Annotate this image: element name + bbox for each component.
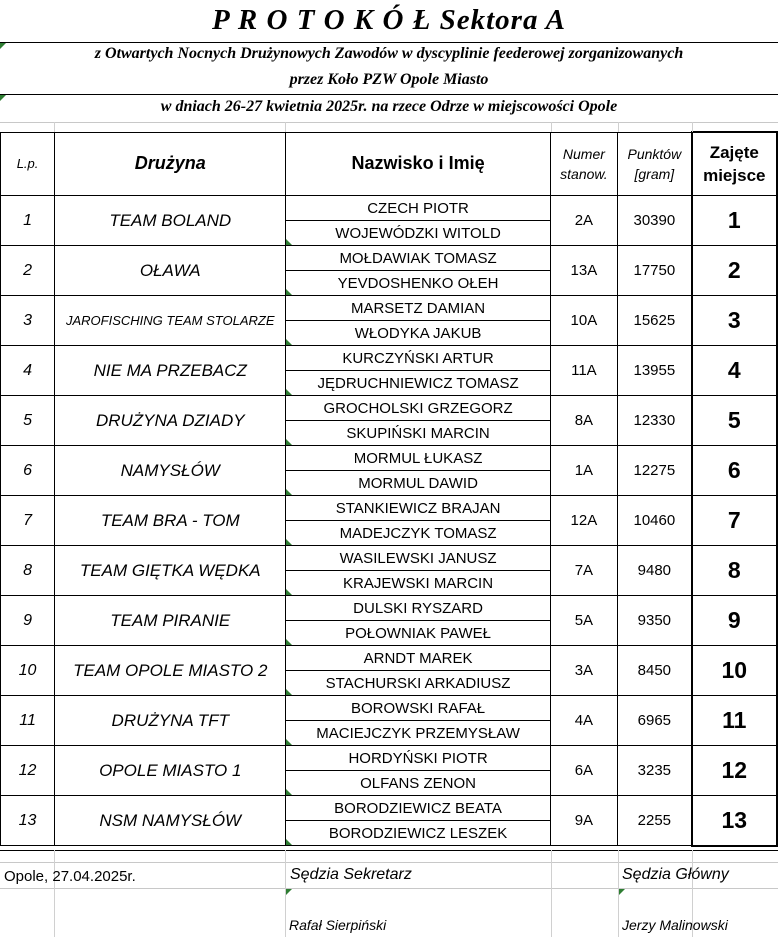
comment-marker-icon: [286, 689, 292, 695]
row-member: [286, 671, 550, 696]
row-member-text: POŁOWNIAK PAWEŁ: [345, 624, 491, 642]
row-place: 2: [692, 246, 777, 296]
row-team: NIE MA PRZEBACZ: [55, 346, 286, 396]
row-stanowisko: 4A: [550, 696, 617, 746]
row-member: ARNDT MAREK: [286, 646, 550, 671]
row-member: [286, 721, 550, 746]
row-points: 13955: [618, 346, 692, 396]
secretary-label: Sędzia Sekretarz: [290, 866, 412, 883]
comment-marker-icon: [286, 439, 292, 445]
row-member-text: SKUPIŃSKI MARCIN: [346, 424, 490, 442]
table-row: [1, 646, 778, 671]
row-team: TEAM GIĘTKA WĘDKA: [55, 546, 286, 596]
table-row: [1, 796, 778, 821]
row-lp: 3: [1, 296, 55, 346]
header-place-line1: Zajęte: [709, 143, 759, 162]
row-stanowisko: 7A: [550, 546, 617, 596]
comment-marker-icon: [286, 639, 292, 645]
row-member: [286, 771, 550, 796]
row-member: GROCHOLSKI GRZEGORZ: [286, 396, 550, 421]
row-team: TEAM PIRANIE: [55, 596, 286, 646]
table-row: [1, 446, 778, 471]
row-team: NSM NAMYSŁÓW: [55, 796, 286, 846]
table-row: [1, 196, 778, 221]
row-place: 11: [692, 696, 777, 746]
gridline: [618, 122, 619, 132]
row-points: 9480: [618, 546, 692, 596]
row-member-text: OLFANS ZENON: [360, 774, 476, 792]
row-lp: 9: [1, 596, 55, 646]
results-table: [0, 131, 778, 847]
row-stanowisko: 3A: [550, 646, 617, 696]
comment-marker-icon: [286, 889, 292, 895]
table-row: [1, 696, 778, 721]
row-member: DULSKI RYSZARD: [286, 596, 550, 621]
comment-marker-icon: [286, 239, 292, 245]
row-team: DRUŻYNA DZIADY: [55, 396, 286, 446]
row-member: MARSETZ DAMIAN: [286, 296, 550, 321]
row-member: [286, 321, 550, 346]
document-title: P R O T O K Ó Ł Sektora A: [212, 4, 566, 36]
chief-name: Jerzy Malinowski: [622, 917, 728, 933]
header-place-line2: miejsce: [703, 166, 766, 185]
gridline: [285, 122, 286, 132]
row-team: TEAM BOLAND: [55, 196, 286, 246]
table-row: [1, 596, 778, 621]
row-place: 4: [692, 346, 777, 396]
row-lp: 12: [1, 746, 55, 796]
row-member-text: WŁODYKA JAKUB: [354, 324, 482, 342]
row-team: NAMYSŁÓW: [55, 446, 286, 496]
row-member: [286, 521, 550, 546]
row-place: 13: [692, 796, 777, 846]
row-stanowisko: 5A: [550, 596, 617, 646]
row-member: MORMUL ŁUKASZ: [286, 446, 550, 471]
header-stanowisko-line2: stanow.: [560, 165, 608, 182]
header-team: Drużyna: [55, 132, 286, 196]
row-place: 3: [692, 296, 777, 346]
row-points: 8450: [618, 646, 692, 696]
header-name: Nazwisko i Imię: [286, 132, 550, 196]
comment-marker-icon: [286, 489, 292, 495]
row-place: 9: [692, 596, 777, 646]
place-date: Opole, 27.04.2025r.: [4, 868, 136, 885]
gridline: [54, 850, 55, 937]
row-points: 9350: [618, 596, 692, 646]
footer-gridline: [0, 888, 778, 889]
row-member-text: MACIEJCZYK PRZEMYSŁAW: [316, 724, 520, 742]
row-member-text: JĘDRUCHNIEWICZ TOMASZ: [317, 374, 519, 392]
row-points: 10460: [618, 496, 692, 546]
footer-gridline: [0, 862, 778, 863]
row-place: 6: [692, 446, 777, 496]
footer-divider: [0, 850, 778, 851]
row-member: CZECH PIOTR: [286, 196, 550, 221]
row-lp: 5: [1, 396, 55, 446]
row-lp: 2: [1, 246, 55, 296]
row-member: [286, 221, 550, 246]
header-place: [692, 132, 777, 196]
row-member: BORODZIEWICZ BEATA: [286, 796, 550, 821]
row-points: 30390: [618, 196, 692, 246]
row-lp: 11: [1, 696, 55, 746]
row-stanowisko: 13A: [550, 246, 617, 296]
comment-marker-icon: [619, 889, 625, 895]
row-member: HORDYŃSKI PIOTR: [286, 746, 550, 771]
comment-marker-icon: [286, 539, 292, 545]
spacer-row-line: [0, 122, 778, 123]
comment-marker-icon: [286, 389, 292, 395]
row-team: OPOLE MIASTO 1: [55, 746, 286, 796]
row-member: [286, 471, 550, 496]
header-points: [618, 132, 692, 196]
subtitle-line-1: z Otwartych Nocnych Drużynowych Zawodów w dyscyplinie feederowej zorganizowanych: [94, 45, 684, 62]
comment-marker-icon: [286, 739, 292, 745]
row-member: STANKIEWICZ BRAJAN: [286, 496, 550, 521]
row-points: 3235: [618, 746, 692, 796]
row-lp: 6: [1, 446, 55, 496]
table-row: [1, 546, 778, 571]
row-member-text: KRAJEWSKI MARCIN: [343, 574, 494, 592]
row-points: 17750: [618, 246, 692, 296]
subtitle-line-2: przez Koło PZW Opole Miasto: [289, 71, 489, 88]
gridline: [551, 850, 552, 937]
table-header-row: [1, 132, 778, 196]
row-points: 12275: [618, 446, 692, 496]
row-member-text: MORMUL DAWID: [358, 474, 478, 492]
row-team: TEAM BRA - TOM: [55, 496, 286, 546]
subtitle-line-3: w dniach 26-27 kwietnia 2025r. na rzece Odrze w miejscowości Opole: [160, 98, 618, 115]
row-member: [286, 421, 550, 446]
row-stanowisko: 2A: [550, 196, 617, 246]
row-lp: 4: [1, 346, 55, 396]
row-stanowisko: 10A: [550, 296, 617, 346]
row-stanowisko: 6A: [550, 746, 617, 796]
row-member: KURCZYŃSKI ARTUR: [286, 346, 550, 371]
table-row: [1, 296, 778, 321]
row-member-text: STACHURSKI ARKADIUSZ: [325, 674, 511, 692]
row-team: DRUŻYNA TFT: [55, 696, 286, 746]
header-points-line2: [gram]: [634, 165, 675, 182]
header-stanowisko-line1: Numer: [562, 145, 605, 162]
row-points: 2255: [618, 796, 692, 846]
row-points: 15625: [618, 296, 692, 346]
row-member-text: YEVDOSHENKO OŁEH: [337, 274, 499, 292]
table-row: [1, 496, 778, 521]
row-place: 1: [692, 196, 777, 246]
row-member: [286, 271, 550, 296]
row-member: WASILEWSKI JANUSZ: [286, 546, 550, 571]
secretary-name: Rafał Sierpiński: [289, 917, 387, 933]
chief-label: Sędzia Główny: [622, 866, 729, 883]
row-place: 7: [692, 496, 777, 546]
row-stanowisko: 12A: [550, 496, 617, 546]
row-member: [286, 371, 550, 396]
row-member-text: BORODZIEWICZ LESZEK: [328, 824, 508, 842]
row-lp: 13: [1, 796, 55, 846]
comment-marker-icon: [286, 589, 292, 595]
table-row: [1, 246, 778, 271]
row-stanowisko: 11A: [550, 346, 617, 396]
row-member: MOŁDAWIAK TOMASZ: [286, 246, 550, 271]
row-team: JAROFISCHING TEAM STOLARZE: [55, 296, 286, 346]
row-place: 10: [692, 646, 777, 696]
comment-marker-icon: [286, 839, 292, 845]
row-points: 6965: [618, 696, 692, 746]
table-row: [1, 396, 778, 421]
row-member: BOROWSKI RAFAŁ: [286, 696, 550, 721]
gridline: [551, 122, 552, 132]
row-member: [286, 821, 550, 846]
title-divider: [0, 42, 778, 43]
row-lp: 7: [1, 496, 55, 546]
row-member: [286, 621, 550, 646]
gridline: [54, 122, 55, 132]
comment-marker-icon: [286, 789, 292, 795]
header-lp: L.p.: [1, 132, 55, 196]
row-team: TEAM OPOLE MIASTO 2: [55, 646, 286, 696]
gridline: [692, 122, 693, 132]
comment-marker-icon: [286, 289, 292, 295]
row-team: OŁAWA: [55, 246, 286, 296]
row-place: 5: [692, 396, 777, 446]
table-row: [1, 346, 778, 371]
header-points-line1: Punktów: [627, 145, 682, 162]
row-stanowisko: 8A: [550, 396, 617, 446]
row-lp: 8: [1, 546, 55, 596]
comment-marker-icon: [286, 339, 292, 345]
row-place: 8: [692, 546, 777, 596]
row-lp: 1: [1, 196, 55, 246]
row-member-text: MADEJCZYK TOMASZ: [339, 524, 497, 542]
row-stanowisko: 1A: [550, 446, 617, 496]
row-place: 12: [692, 746, 777, 796]
table-row: [1, 746, 778, 771]
row-lp: 10: [1, 646, 55, 696]
row-member-text: WOJEWÓDZKI WITOLD: [335, 224, 501, 242]
row-member: [286, 571, 550, 596]
row-stanowisko: 9A: [550, 796, 617, 846]
header-stanowisko: [550, 132, 617, 196]
subtitle-divider: [0, 94, 778, 95]
row-points: 12330: [618, 396, 692, 446]
